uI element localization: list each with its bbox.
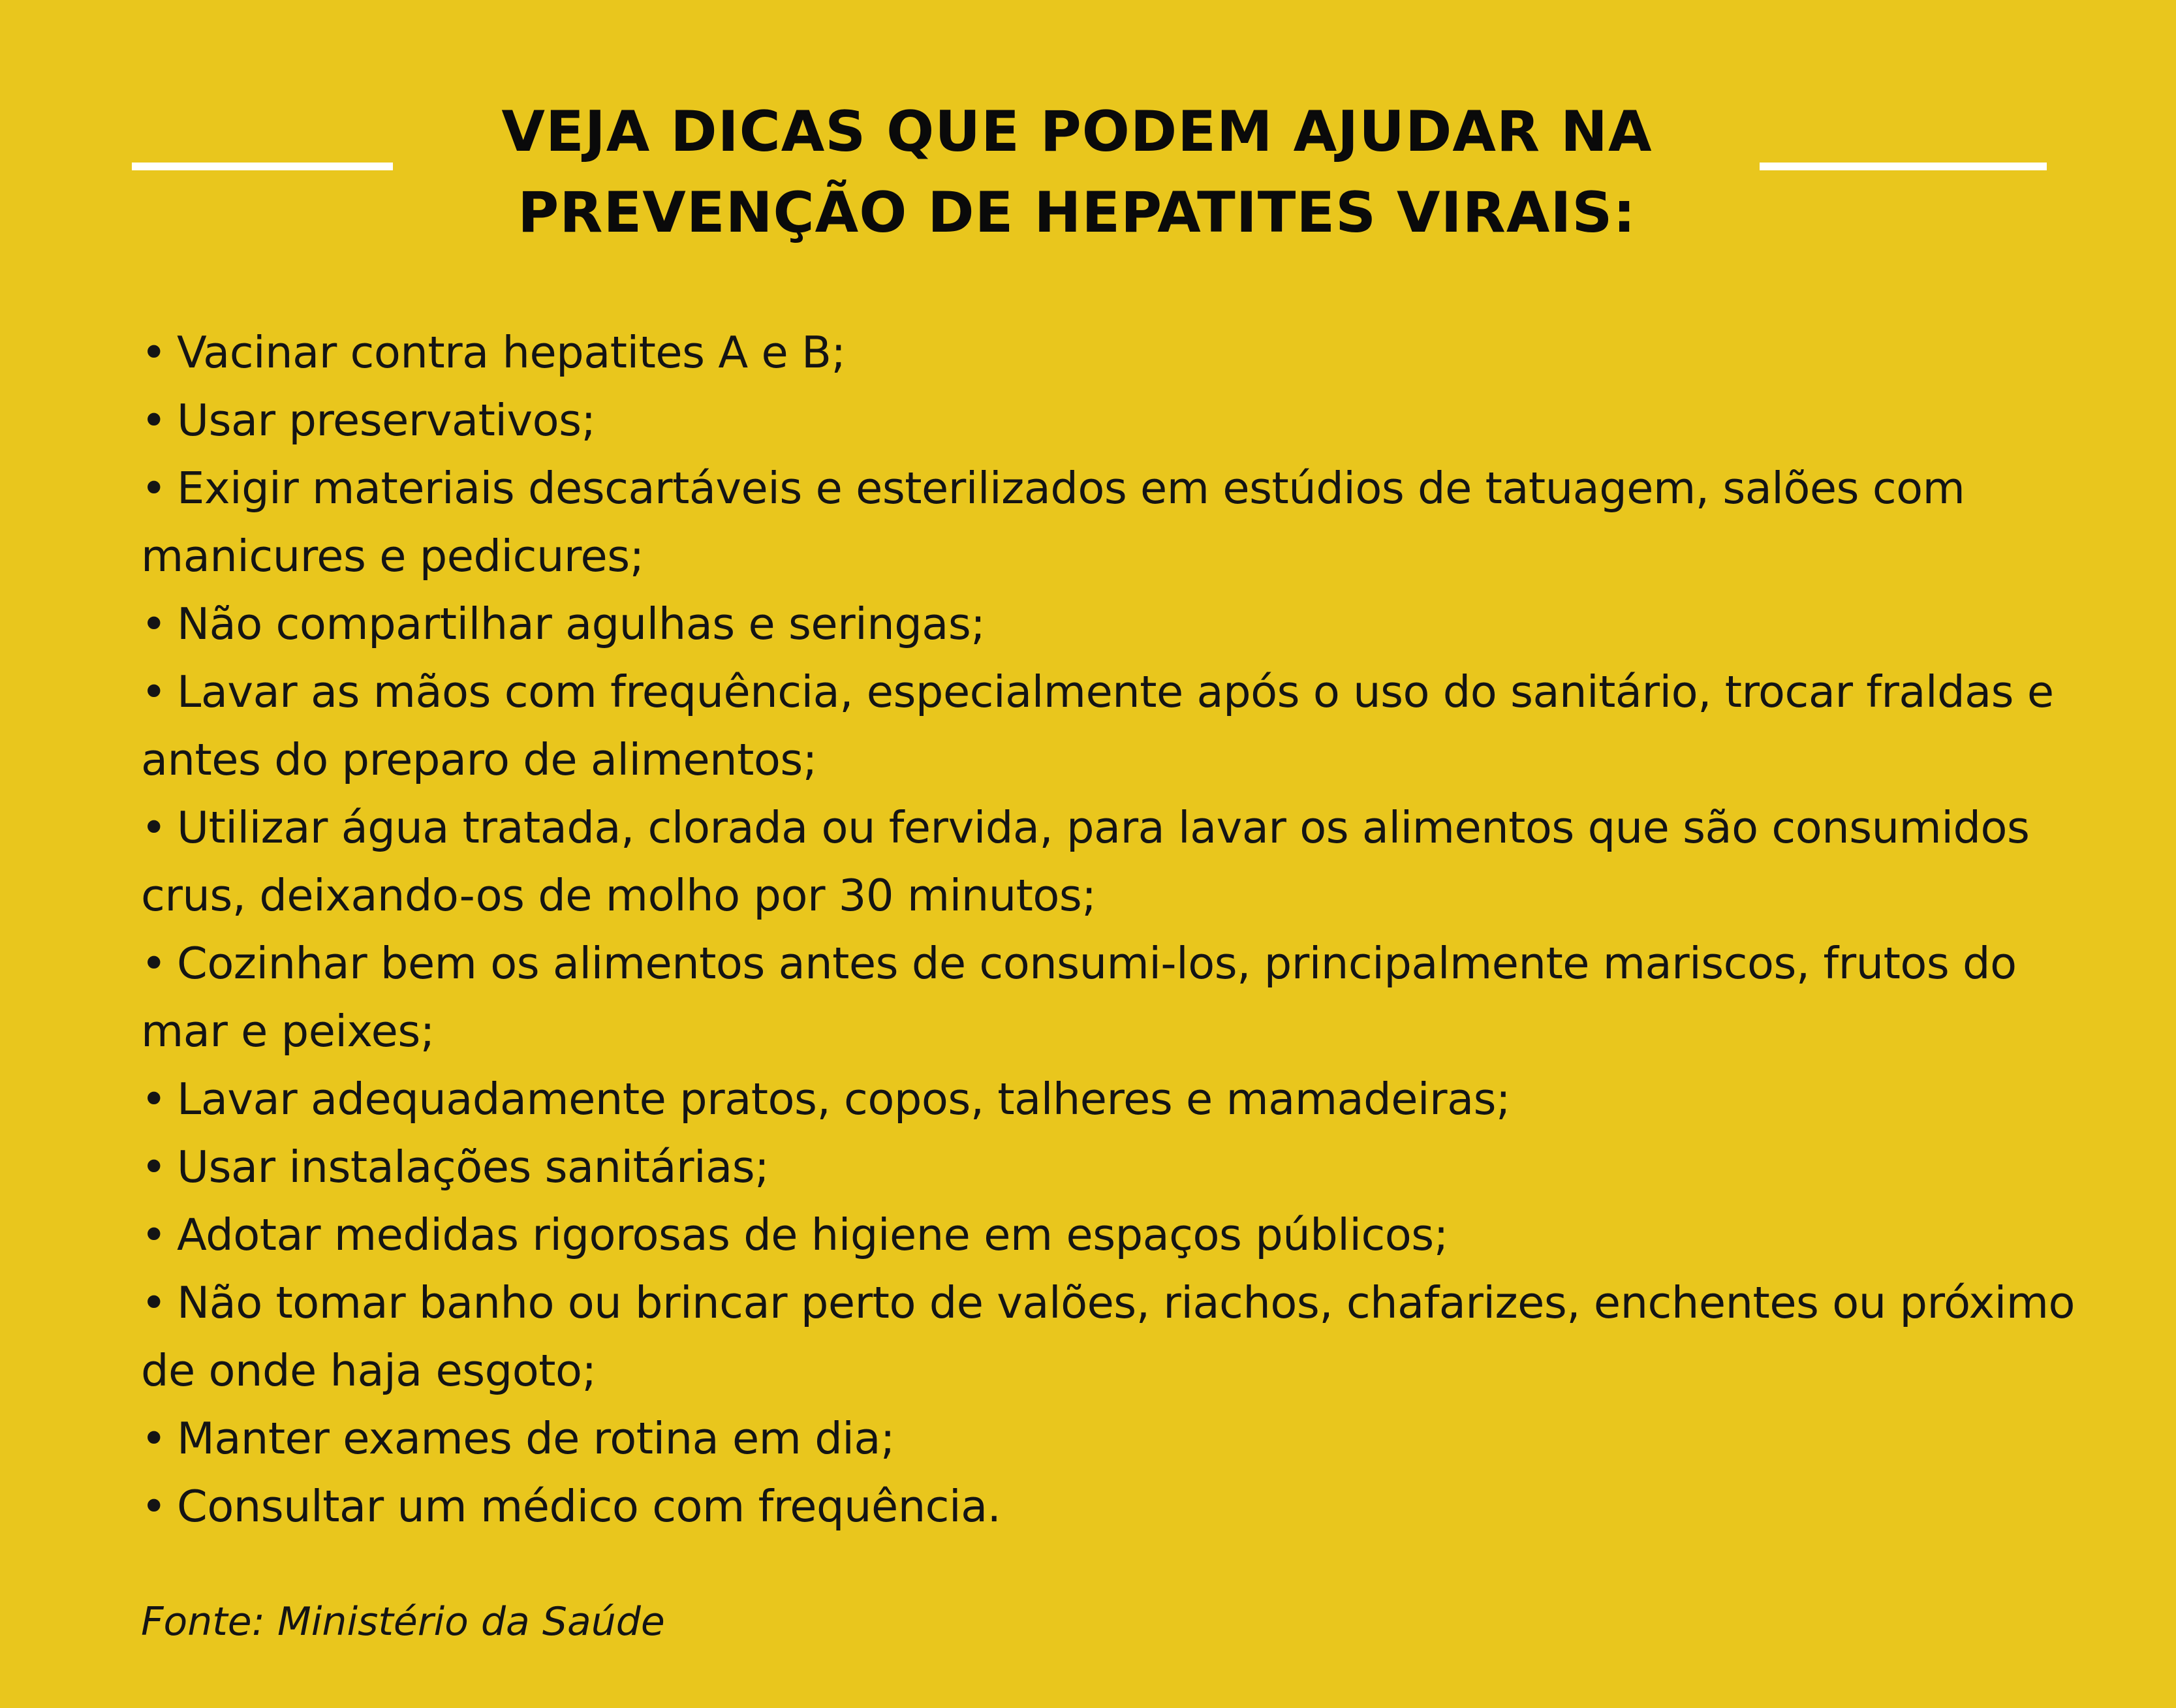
bullet-icon: • — [141, 1413, 167, 1464]
title-line-2: PREVENÇÃO DE HEPATITES VIRAIS: — [518, 180, 1636, 245]
bullet-icon: • — [141, 1074, 167, 1125]
title-line-1: VEJA DICAS QUE PODEM AJUDAR NA — [501, 99, 1653, 164]
tip-text: Vacinar contra hepatites A e B; — [177, 327, 846, 378]
bullet-icon: • — [141, 802, 167, 853]
bullet-icon: • — [141, 395, 167, 446]
bullet-icon: • — [141, 666, 167, 717]
tip-item — [141, 1472, 2106, 1540]
tip-item — [141, 1405, 2106, 1472]
bullet-icon: • — [141, 1481, 167, 1532]
title-rule-left — [132, 163, 393, 170]
title-rule-right — [1760, 163, 2047, 170]
bullet-icon: • — [141, 938, 167, 989]
bullet-icon: • — [141, 1277, 167, 1328]
tip-item — [141, 318, 2106, 386]
bullet-icon: • — [141, 327, 167, 378]
tip-text: Consultar um médico com frequência. — [177, 1481, 1001, 1532]
tip-text: Manter exames de rotina em dia; — [177, 1413, 895, 1464]
bullet-icon: • — [141, 463, 167, 514]
tip-item — [141, 1269, 2106, 1405]
tip-text: Não compartilhar agulhas e seringas; — [177, 598, 986, 649]
tip-item — [141, 1201, 2106, 1269]
tip-item — [141, 454, 2106, 590]
source-note: Fonte: Ministério da Saúde — [141, 1599, 665, 1645]
bullet-icon: • — [141, 1141, 167, 1192]
bullet-icon: • — [141, 1209, 167, 1260]
tips-list — [141, 318, 2106, 1540]
tip-text: Usar instalações sanitárias; — [177, 1141, 769, 1192]
page-title — [392, 91, 1762, 253]
tip-item — [141, 658, 2106, 794]
tip-text: Lavar as mãos com frequência, especialmente após o uso do sanitário, trocar fraldas e antes do preparo de alimentos; — [141, 666, 2054, 785]
tip-text: Usar preservativos; — [177, 395, 596, 446]
tip-text: Utilizar água tratada, clorada ou fervida, para lavar os alimentos que são consumidos crus, deixando-os de molho por 30 minutos; — [141, 802, 2030, 921]
tip-text: Adotar medidas rigorosas de higiene em espaços públicos; — [177, 1209, 1448, 1260]
tip-item — [141, 386, 2106, 454]
tip-text: Não tomar banho ou brincar perto de valões, riachos, chafarizes, enchentes ou próximo de onde haja esgoto; — [141, 1277, 2075, 1396]
tip-item — [141, 794, 2106, 929]
tip-item — [141, 929, 2106, 1065]
bullet-icon: • — [141, 598, 167, 649]
tip-text: Lavar adequadamente pratos, copos, talheres e mamadeiras; — [177, 1074, 1511, 1125]
tip-item — [141, 1065, 2106, 1133]
tip-text: Exigir materiais descartáveis e esterilizados em estúdios de tatuagem, salões com manicures e pedicures; — [141, 463, 1965, 582]
tip-text: Cozinhar bem os alimentos antes de consumi-los, principalmente mariscos, frutos do mar e peixes; — [141, 938, 2017, 1057]
tip-item — [141, 590, 2106, 658]
tip-item — [141, 1133, 2106, 1201]
